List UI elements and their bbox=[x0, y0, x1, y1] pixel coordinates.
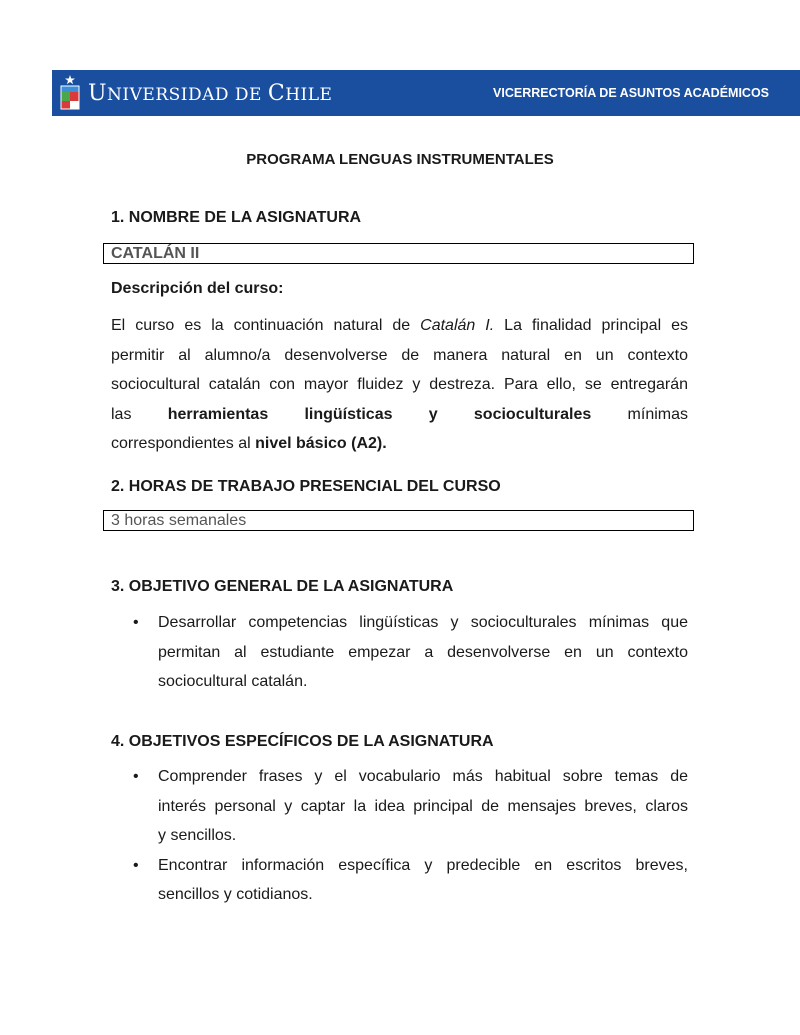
bullet-icon: • bbox=[133, 614, 139, 631]
document-title: PROGRAMA LENGUAS INSTRUMENTALES bbox=[246, 151, 554, 168]
hours-box: 3 horas semanales bbox=[103, 510, 694, 531]
section-3-heading: 3. OBJETIVO GENERAL DE LA ASIGNATURA bbox=[111, 578, 454, 595]
university-name bbox=[88, 81, 332, 106]
general-objective-list bbox=[133, 608, 688, 697]
section-1-heading: 1. NOMBRE DE LA ASIGNATURA bbox=[111, 209, 362, 226]
description-heading: Descripción del curso: bbox=[111, 280, 284, 297]
section-2-heading: 2. HORAS DE TRABAJO PRESENCIAL DEL CURSO bbox=[111, 478, 501, 495]
list-item: • Encontrar información específica y predecible en escritos breves, sencillos y cotidianos. bbox=[133, 851, 688, 910]
bullet-icon: • bbox=[133, 768, 139, 785]
list-item: • Comprender frases y el vocabulario más habitual sobre temas de interés personal y captar la idea principal de mensajes breves, claros y sencillos. bbox=[133, 762, 688, 851]
university-crest-icon bbox=[58, 74, 82, 112]
university-rest-2: HILE bbox=[285, 85, 333, 105]
university-initial-2: C bbox=[267, 81, 286, 106]
bullet-icon: • bbox=[133, 856, 139, 874]
university-initial-1: U bbox=[88, 81, 108, 106]
description-line: sociocultural catalán con mayor fluidez y destreza. Para ello, se entregarán bbox=[111, 376, 688, 393]
header-banner bbox=[52, 70, 800, 116]
course-name-box: CATALÁN II bbox=[103, 243, 694, 264]
description-line: las herramientas lingüísticas y socioculturales mínimas bbox=[111, 405, 688, 423]
section-4-heading: 4. OBJETIVOS ESPECÍFICOS DE LA ASIGNATURA bbox=[111, 733, 494, 750]
university-rest-1: NIVERSIDAD DE bbox=[107, 85, 268, 105]
vicerrectoria-label: VICERRECTORÍA DE ASUNTOS ACADÉMICOS bbox=[493, 86, 769, 100]
list-item: • Desarrollar competencias lingüísticas y socioculturales mínimas que permitan al estudiante empezar a desenvolverse en un contexto sociocultural catalán. bbox=[133, 608, 688, 697]
description-line: El curso es la continuación natural de Catalán I. La finalidad principal es bbox=[111, 317, 689, 334]
specific-objectives-list bbox=[133, 762, 688, 910]
description-paragraph bbox=[111, 311, 688, 459]
description-line: permitir al alumno/a desenvolverse de manera natural en un contexto bbox=[111, 346, 688, 364]
description-line: correspondientes al nivel básico (A2). bbox=[111, 435, 387, 452]
